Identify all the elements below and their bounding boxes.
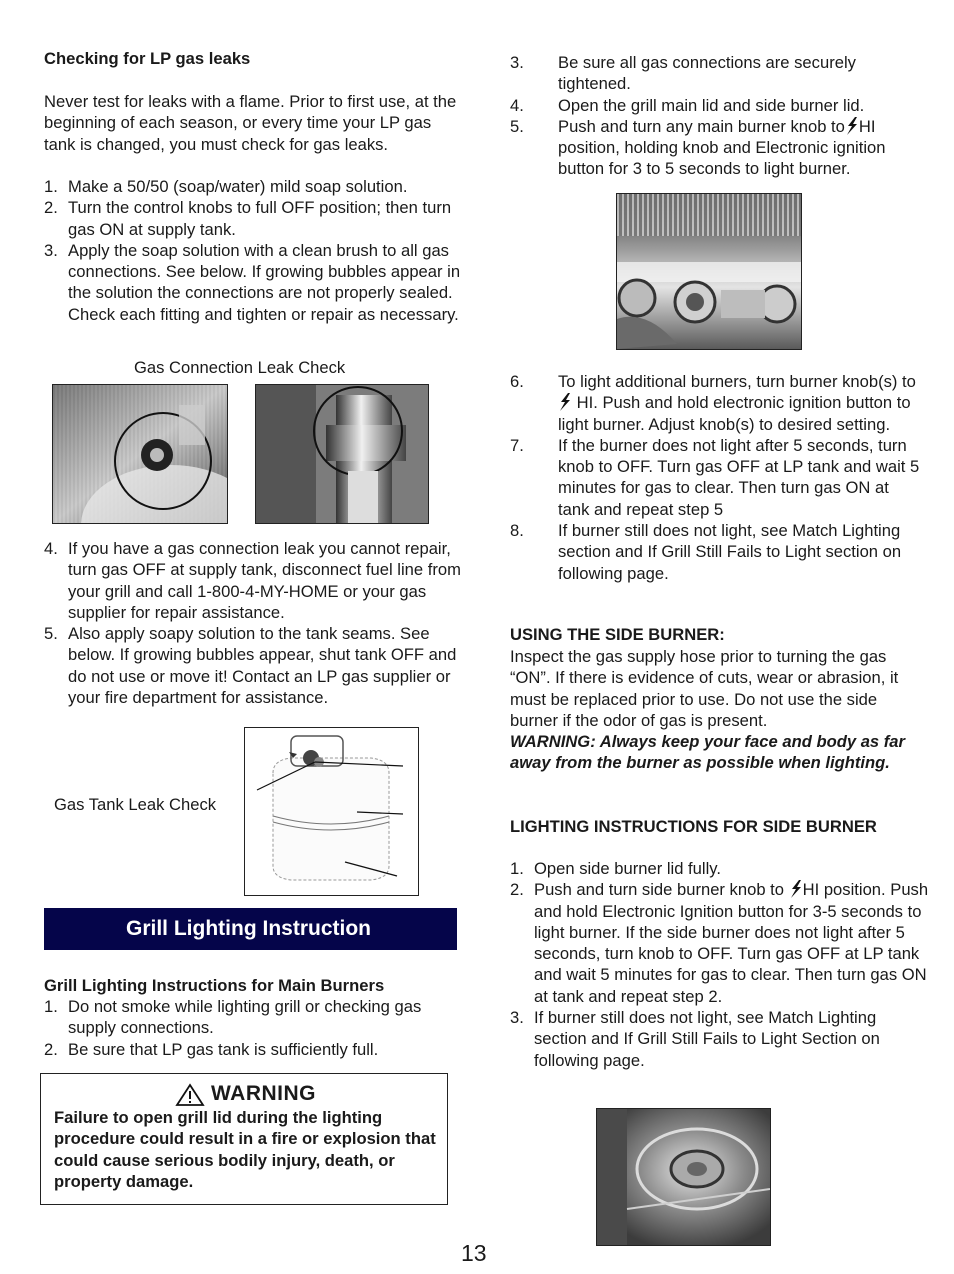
side-burner-lighting-heading: LIGHTING INSTRUCTIONS FOR SIDE BURNER	[510, 817, 877, 836]
main-burner-heading: Grill Lighting Instructions for Main Burners	[44, 976, 385, 995]
list-item: 4. If you have a gas connection leak you cannot repair, turn gas OFF at supply tank, disconnect fuel line from your grill and call 1-800-4-MY-HOME or your gas supplier for repair assistance.	[44, 539, 461, 622]
side-burner-steps	[510, 858, 930, 1071]
grill-knobs-photo	[616, 193, 802, 350]
list-item: 1. Do not smoke while lighting grill or checking gas supply connections.	[44, 997, 422, 1038]
main-burner-steps	[44, 996, 464, 1060]
warning-title: WARNING	[211, 1082, 316, 1105]
lightning-bolt-icon	[789, 880, 803, 898]
lightning-bolt-icon	[845, 117, 859, 135]
list-item: 5. Also apply soapy solution to the tank seams. See below. If growing bubbles appear, shut tank OFF and do not use or move it! Contact an LP gas supplier or your fire department for assistance.	[44, 624, 457, 708]
list-item: 5. Push and turn any main burner knob to HI position, holding knob and Electronic ignition button for 3 to 5 seconds to light burner.	[510, 116, 886, 179]
additional-burner-steps	[510, 371, 920, 584]
side-burner-warning: WARNING: Always keep your face and body as far away from the burner as possible when lighting.	[510, 732, 905, 773]
side-burner-photo	[596, 1108, 771, 1246]
list-item: 1. Open side burner lid fully.	[510, 859, 721, 878]
warning-text: Failure to open grill lid during the lighting procedure could result in a fire or explosion that could cause serious bodily injury, death, or property damage.	[54, 1108, 436, 1191]
list-item: 2. Be sure that LP gas tank is sufficiently full.	[44, 1039, 379, 1059]
gas-connection-photo-right	[255, 384, 429, 524]
grill-lighting-banner: Grill Lighting Instruction	[44, 908, 457, 950]
gas-tank-diagram	[244, 727, 419, 896]
main-burner-steps-continued	[510, 52, 920, 180]
side-burner-heading: USING THE SIDE BURNER:	[510, 625, 725, 644]
side-burner-text: Inspect the gas supply hose prior to turning the gas “ON”. If there is evidence of cuts, wear or abrasion, it must be replaced prior to use. Do not use the side burner if the odor of gas is present.	[510, 647, 899, 730]
warning-triangle-icon	[175, 1083, 205, 1107]
gas-connection-photo-left	[52, 384, 228, 524]
leak-check-steps	[44, 176, 462, 325]
gas-tank-label: Gas Tank Leak Check	[54, 795, 217, 814]
leak-check-heading: Checking for LP gas leaks	[44, 49, 251, 68]
list-item: 3. Be sure all gas connections are securely tightened.	[510, 53, 856, 94]
page-number: 13	[461, 1240, 487, 1266]
list-item: 2. Push and turn side burner knob to HI position. Push and hold Electronic Ignition button for 3-5 seconds to light burner. If the side burner does not light after 5 seconds, turn knob to OFF. Turn gas OFF at LP tank and wait 5 minutes for gas to clear. Then turn gas ON at tank and repeat step 2.	[510, 880, 929, 1006]
leak-check-intro: Never test for leaks with a flame. Prior to first use, at the beginning of each season, or every time your LP gas tank is changed, you must check for gas leaks.	[44, 92, 457, 154]
list-item: 7. If the burner does not light after 5 seconds, turn knob to OFF. Turn gas OFF at LP tank and wait 5 minutes for gas to clear. Then turn gas ON at tank and repeat step 5	[510, 435, 920, 519]
list-item: 3. Apply the soap solution with a clean brush to all gas connections. See below. If growing bubbles appear in the solution the connections are not properly sealed. Check each fitting and tighten or repair as necessary.	[44, 240, 461, 324]
list-item: 1. Make a 50/50 (soap/water) mild soap solution.	[44, 177, 408, 196]
gas-connection-caption: Gas Connection Leak Check	[134, 358, 346, 377]
list-item: 3. If burner still does not light, see Match Lighting section and If Grill Still Fails to Light Section on following page.	[510, 1008, 880, 1070]
list-item: 4. Open the grill main lid and side burner lid.	[510, 95, 865, 115]
list-item: 8. If burner still does not light, see Match Lighting section and If Grill Still Fails to Light section on following page.	[510, 521, 902, 583]
leak-repair-steps	[44, 538, 464, 708]
lightning-bolt-icon	[558, 393, 572, 411]
list-item: 6. To light additional burners, turn burner knob(s) to HI. Push and hold electronic ignition button to light burner. Adjust knob(s) to desired setting.	[510, 372, 916, 434]
list-item: 2. Turn the control knobs to full OFF position; then turn gas ON at supply tank.	[44, 198, 452, 239]
warning-box	[40, 1073, 448, 1205]
